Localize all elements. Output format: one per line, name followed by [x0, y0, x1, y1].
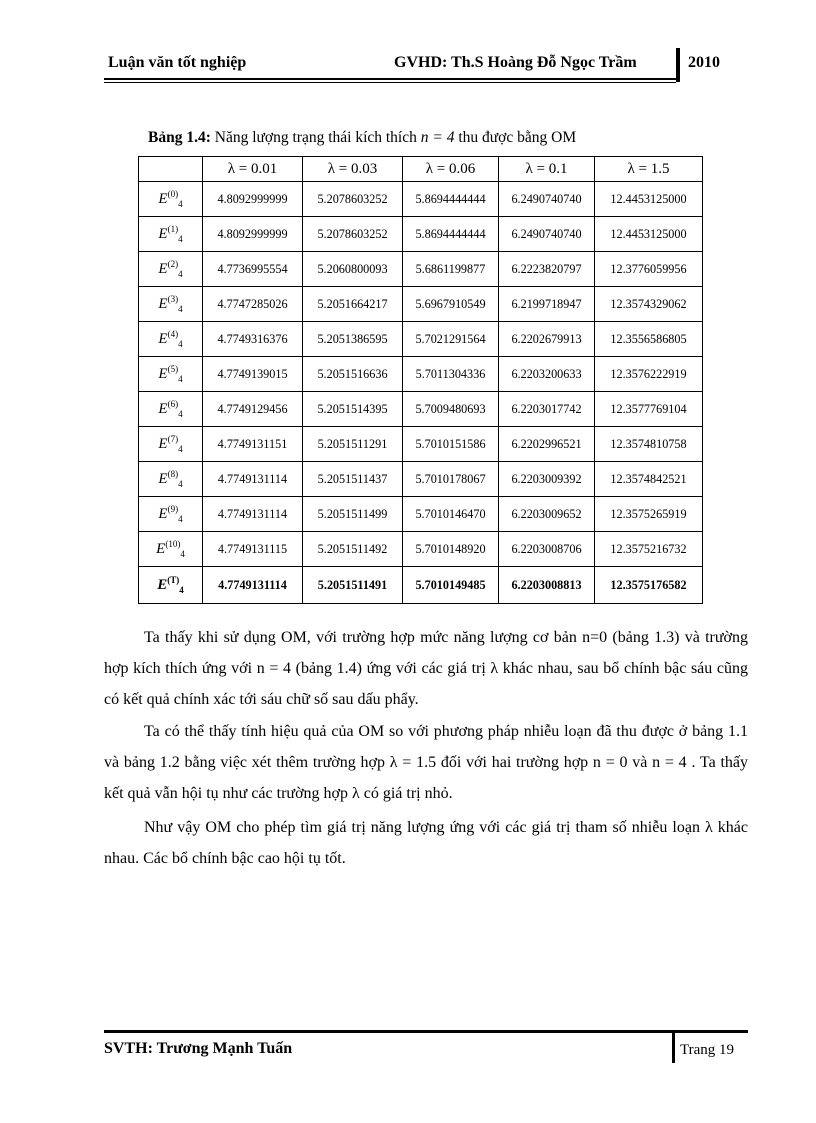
table-cell: 12.3576222919: [595, 357, 703, 392]
row-label: [139, 287, 203, 322]
order-superscript: (10): [165, 539, 181, 549]
footer-divider: [672, 1033, 675, 1063]
row-label: [139, 217, 203, 252]
level-subscript: 4: [178, 479, 183, 489]
table-cell: 4.7749131114: [203, 497, 303, 532]
header-rule-thin: [104, 82, 676, 83]
order-superscript: (1): [167, 224, 179, 234]
table-cell: 5.6861199877: [403, 252, 499, 287]
table-row: [139, 532, 703, 567]
table-cell: 5.2051516636: [303, 357, 403, 392]
table-cell: 5.7011304336: [403, 357, 499, 392]
table-cell: 6.2203017742: [499, 392, 595, 427]
table-cell: 12.4453125000: [595, 217, 703, 252]
paragraph-1: [104, 622, 748, 715]
order-superscript: (7): [167, 434, 179, 444]
table-cell: 4.7749131115: [203, 532, 303, 567]
table-cell: 5.2051511492: [303, 532, 403, 567]
table-cell: 12.3575216732: [595, 532, 703, 567]
energy-symbol: E: [158, 331, 168, 347]
table-cell: 5.2051664217: [303, 287, 403, 322]
level-subscript: 4: [178, 409, 183, 419]
table-cell: 6.2490740740: [499, 217, 595, 252]
row-label: [139, 497, 203, 532]
table-row: [139, 462, 703, 497]
table-cell: 5.2051514395: [303, 392, 403, 427]
table-cell: 5.7010148920: [403, 532, 499, 567]
level-subscript: 4: [179, 585, 184, 595]
table-cell: 4.8092999999: [203, 182, 303, 217]
table-cell: 5.6967910549: [403, 287, 499, 322]
table-cell: 6.2203009652: [499, 497, 595, 532]
level-subscript: 4: [178, 234, 183, 244]
table-row: [139, 567, 703, 604]
paragraph-2: [104, 716, 748, 809]
level-subscript: 4: [178, 374, 183, 384]
order-superscript: (4): [167, 329, 179, 339]
page-number: Trang 19: [680, 1042, 735, 1058]
table-cell: 4.7747285026: [203, 287, 303, 322]
paragraph-3: [104, 812, 748, 874]
table-cell: 12.3574329062: [595, 287, 703, 322]
energy-symbol: E: [158, 226, 168, 242]
order-superscript: (0): [167, 189, 179, 199]
order-superscript: (2): [167, 259, 179, 269]
table-cell: 6.2202996521: [499, 427, 595, 462]
order-superscript: (T): [167, 575, 180, 585]
table-cell: 12.3574842521: [595, 462, 703, 497]
row-label: [139, 567, 203, 604]
energy-symbol: E: [156, 541, 166, 557]
row-label: [139, 252, 203, 287]
footer-author: SVTH: Trương Mạnh Tuấn: [104, 1040, 293, 1057]
row-label: [139, 357, 203, 392]
row-label: [139, 462, 203, 497]
energy-table: [138, 156, 703, 604]
table-cell: 5.7010178067: [403, 462, 499, 497]
row-label: [139, 392, 203, 427]
table-cell: 5.7009480693: [403, 392, 499, 427]
table-cell: 5.2060800093: [303, 252, 403, 287]
table-cell: 4.7749139015: [203, 357, 303, 392]
table-cell: 4.7749129456: [203, 392, 303, 427]
order-superscript: (5): [167, 364, 179, 374]
table-row: [139, 182, 703, 217]
table-cell: 5.2051386595: [303, 322, 403, 357]
row-label: [139, 322, 203, 357]
table-row: [139, 322, 703, 357]
order-superscript: (9): [167, 504, 179, 514]
table-cell: 5.2051511499: [303, 497, 403, 532]
header-divider: [676, 48, 680, 82]
energy-symbol: E: [158, 401, 168, 417]
table-cell: 5.2078603252: [303, 217, 403, 252]
caption-text-after: thu được bằng OM: [454, 129, 577, 146]
table-cell: 12.3575265919: [595, 497, 703, 532]
column-header: λ = 1.5: [595, 157, 703, 182]
level-subscript: 4: [178, 339, 183, 349]
table-row: [139, 427, 703, 462]
energy-symbol: E: [157, 577, 168, 593]
table-row: [139, 357, 703, 392]
table-cell: 5.2051511491: [303, 567, 403, 604]
table-cell: 4.7749131151: [203, 427, 303, 462]
level-subscript: 4: [180, 549, 185, 559]
level-subscript: 4: [178, 304, 183, 314]
paragraph-text: Như vậy OM cho phép tìm giá trị năng lượng ứng với các giá trị tham số nhiễu loạn λ khác nhau. Các bổ chính bậc cao hội tụ tốt.: [104, 819, 748, 867]
table-cell: 6.2203009392: [499, 462, 595, 497]
row-label: [139, 182, 203, 217]
column-header: λ = 0.03: [303, 157, 403, 182]
table-cell: 5.2051511437: [303, 462, 403, 497]
table-cell: 5.2078603252: [303, 182, 403, 217]
table-cell: 5.7021291564: [403, 322, 499, 357]
table-row: [139, 287, 703, 322]
header-rule: [104, 78, 676, 80]
table-cell: 6.2203200633: [499, 357, 595, 392]
table-cell: 5.2051511291: [303, 427, 403, 462]
table-cell: 12.3574810758: [595, 427, 703, 462]
row-label: [139, 532, 203, 567]
table-cell: 6.2203008706: [499, 532, 595, 567]
table-cell: 5.7010146470: [403, 497, 499, 532]
page-header: [104, 48, 748, 82]
header-year: 2010: [688, 54, 720, 71]
table-cell: 5.7010149485: [403, 567, 499, 604]
table-cell: 12.3575176582: [595, 567, 703, 604]
paragraph-text: Ta thấy khi sử dụng OM, với trường hợp mức năng lượng cơ bản n=0 (bảng 1.3) và trường hợp kích thích ứng với n = 4 (bảng 1.4) ứng với các giá trị λ khác nhau, sau bổ chính bậc sáu cũng có kết quả chính xác tới sáu chữ số sau dấu phẩy.: [104, 629, 748, 708]
table-cell: 12.4453125000: [595, 182, 703, 217]
table-cell: 4.7749316376: [203, 322, 303, 357]
table-cell: 12.3556586805: [595, 322, 703, 357]
energy-symbol: E: [158, 506, 168, 522]
table-cell: 4.8092999999: [203, 217, 303, 252]
column-header: λ = 0.06: [403, 157, 499, 182]
table-header-row: [139, 157, 703, 182]
energy-symbol: E: [158, 296, 168, 312]
table-cell: 6.2223820797: [499, 252, 595, 287]
order-superscript: (8): [167, 469, 179, 479]
caption-text: Năng lượng trạng thái kích thích: [210, 129, 421, 146]
table-corner-cell: [139, 157, 203, 182]
table-cell: 5.8694444444: [403, 182, 499, 217]
table-row: [139, 217, 703, 252]
table-cell: 5.8694444444: [403, 217, 499, 252]
caption-label: Bảng 1.4:: [148, 129, 211, 146]
order-superscript: (3): [167, 294, 179, 304]
column-header: λ = 0.01: [203, 157, 303, 182]
table-row: [139, 497, 703, 532]
energy-symbol: E: [158, 471, 168, 487]
footer-rule: [104, 1030, 748, 1033]
caption-math: n = 4: [420, 129, 455, 146]
level-subscript: 4: [178, 514, 183, 524]
table-cell: 4.7749131114: [203, 567, 303, 604]
energy-symbol: E: [158, 366, 168, 382]
table-cell: 4.7749131114: [203, 462, 303, 497]
energy-symbol: E: [158, 261, 168, 277]
table-cell: 12.3577769104: [595, 392, 703, 427]
paragraph-text: Ta có thể thấy tính hiệu quả của OM so với phương pháp nhiễu loạn đã thu được ở bảng 1.1 và bảng 1.2 bằng việc xét thêm trường hợp λ = 1.5 đối với hai trường hợp n = 0 và n = 4 . Ta thấy kết quả vẫn hội tụ như các trường hợp λ có giá trị nhỏ.: [104, 723, 748, 802]
row-label: [139, 427, 203, 462]
table-cell: 6.2490740740: [499, 182, 595, 217]
header-advisor: GVHD: Th.S Hoàng Đỗ Ngọc Trầm: [394, 54, 637, 71]
table-cell: 6.2202679913: [499, 322, 595, 357]
order-superscript: (6): [167, 399, 179, 409]
table-cell: 5.7010151586: [403, 427, 499, 462]
level-subscript: 4: [178, 269, 183, 279]
table-caption: [148, 129, 576, 147]
energy-symbol: E: [158, 191, 168, 207]
table-row: [139, 392, 703, 427]
header-thesis-title: Luận văn tốt nghiệp: [108, 54, 247, 71]
page-footer: [104, 1030, 748, 1070]
energy-symbol: E: [158, 436, 168, 452]
level-subscript: 4: [178, 199, 183, 209]
column-header: λ = 0.1: [499, 157, 595, 182]
table-cell: 6.2199718947: [499, 287, 595, 322]
table-cell: 12.3776059956: [595, 252, 703, 287]
level-subscript: 4: [178, 444, 183, 454]
table-cell: 6.2203008813: [499, 567, 595, 604]
table-cell: 4.7736995554: [203, 252, 303, 287]
table-row: [139, 252, 703, 287]
